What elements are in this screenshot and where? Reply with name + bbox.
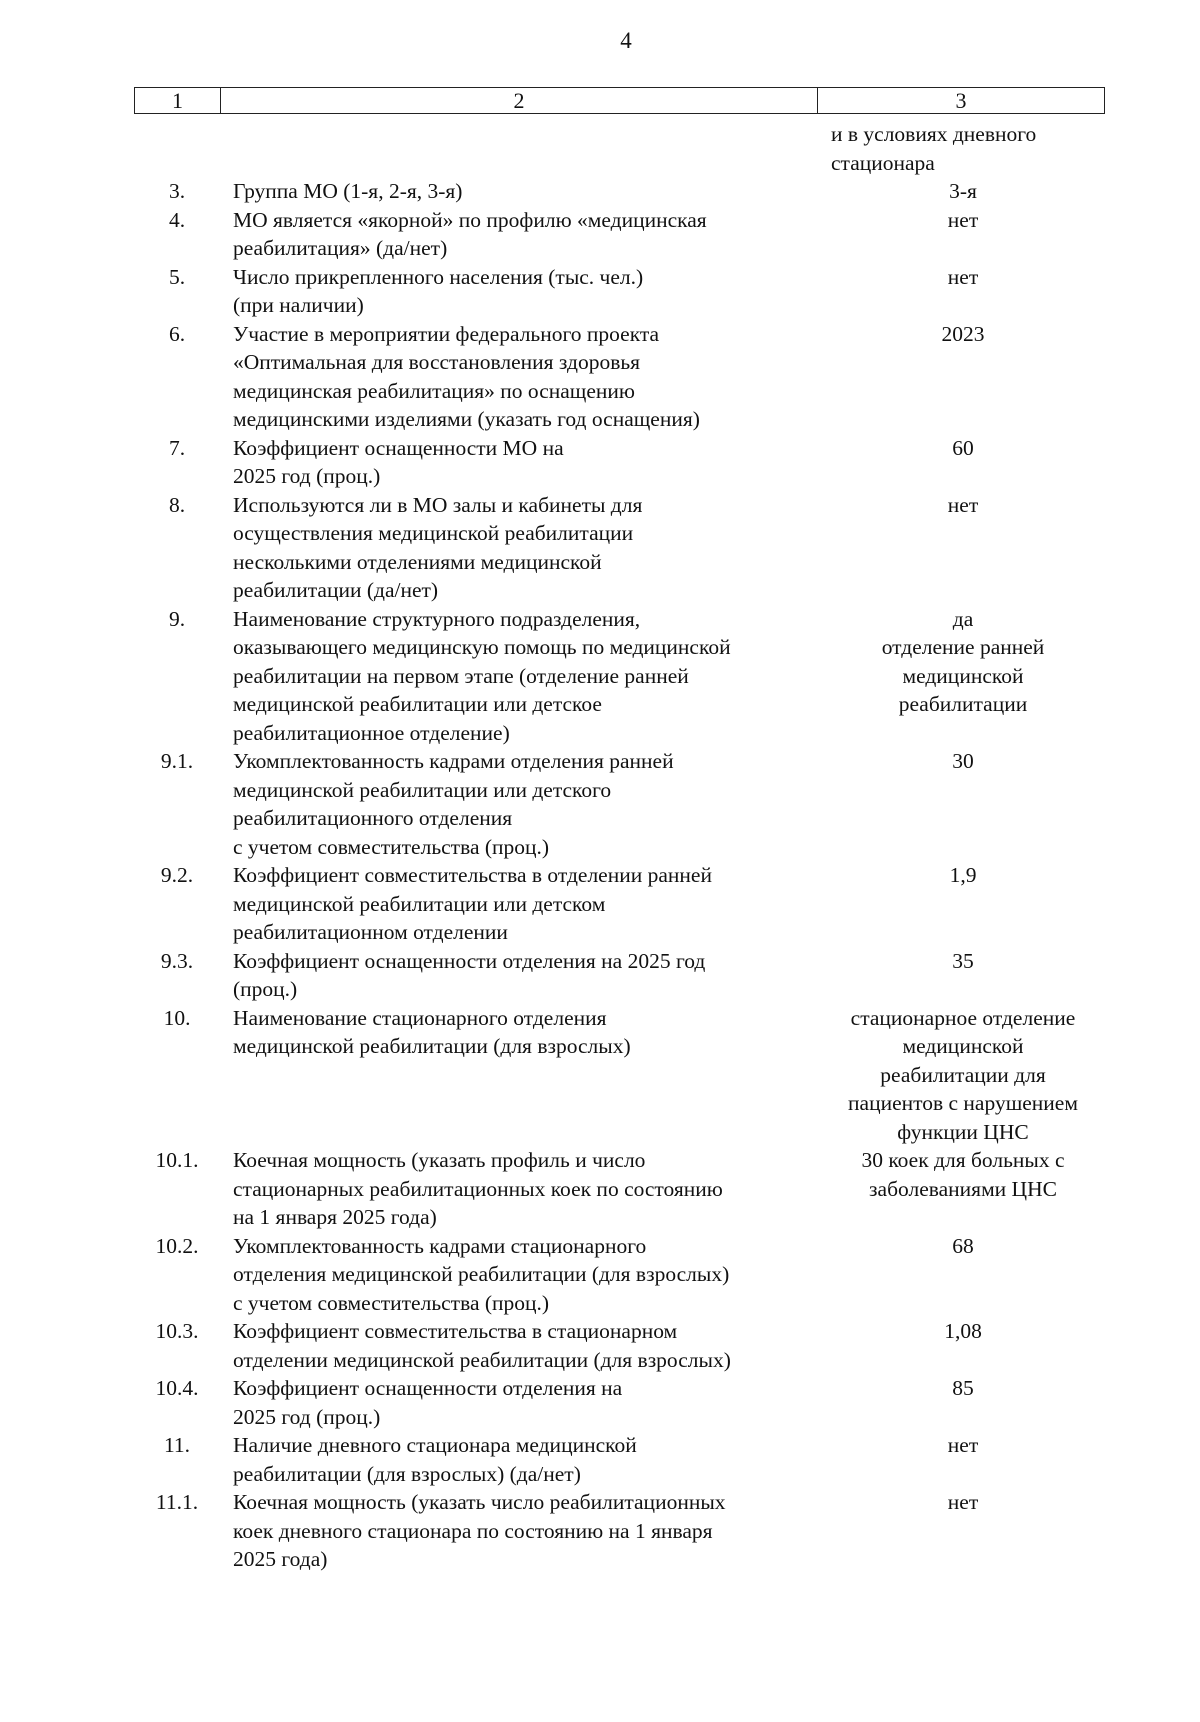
value-line: и в условиях дневного bbox=[831, 122, 1037, 146]
row-description bbox=[220, 861, 817, 947]
table-row bbox=[134, 1374, 1105, 1431]
row-value bbox=[817, 861, 1105, 947]
table-row bbox=[134, 1004, 1105, 1147]
row-number: 8. bbox=[168, 492, 186, 517]
value-line: нет bbox=[947, 264, 979, 289]
table-row bbox=[134, 206, 1105, 263]
column-header-2: 2 bbox=[221, 88, 818, 113]
value-line: 2023 bbox=[941, 321, 985, 346]
description-line: медицинской реабилитации или детское bbox=[233, 692, 602, 716]
row-number: 10.3. bbox=[155, 1319, 199, 1343]
description-line: Коэффициент совместительства в стационарном bbox=[233, 1319, 678, 1343]
description-line: Коэффициент оснащенности МО на bbox=[233, 435, 564, 460]
description-line: медицинскими изделиями (указать год оснащения) bbox=[233, 407, 700, 431]
column-header-1: 1 bbox=[135, 88, 221, 113]
row-number: 10.1. bbox=[155, 1148, 199, 1172]
row-number: 9.3. bbox=[160, 948, 194, 973]
table-row bbox=[134, 1232, 1105, 1318]
table-row bbox=[134, 1488, 1105, 1574]
value-line: заболеваниями ЦНС bbox=[869, 1176, 1057, 1201]
description-line: медицинской реабилитации или детского bbox=[233, 777, 612, 802]
row-value bbox=[817, 1146, 1105, 1232]
value-line: нет bbox=[947, 1433, 979, 1457]
row-value bbox=[817, 434, 1105, 491]
description-line: 2025 год (проц.) bbox=[233, 464, 381, 488]
value-line: 3-я bbox=[949, 179, 977, 203]
description-line: осуществления медицинской реабилитации bbox=[233, 521, 634, 545]
description-line: Группа МО (1-я, 2-я, 3-я) bbox=[233, 179, 463, 203]
row-description bbox=[220, 206, 817, 263]
row-value bbox=[817, 747, 1105, 861]
row-value bbox=[817, 263, 1105, 320]
value-line: 30 коек для больных с bbox=[861, 1148, 1065, 1172]
value-line: реабилитации для bbox=[880, 1062, 1046, 1087]
description-line: Укомплектованность кадрами стационарного bbox=[233, 1233, 647, 1258]
description-line: реабилитационном отделении bbox=[233, 920, 508, 944]
row-value bbox=[817, 491, 1105, 605]
row-value bbox=[817, 1004, 1105, 1147]
description-line: реабилитационного отделения bbox=[233, 806, 513, 830]
description-line: Число прикрепленного населения (тыс. чел.) bbox=[233, 264, 644, 289]
description-line: реабилитационное отделение) bbox=[233, 720, 510, 745]
value-line: 35 bbox=[952, 948, 974, 973]
description-line: Участие в мероприятии федерального проекта bbox=[233, 321, 660, 346]
description-line: реабилитации (для взрослых) (да/нет) bbox=[233, 1461, 581, 1486]
page-number: 4 bbox=[620, 28, 632, 53]
description-line: Коечная мощность (указать профиль и число bbox=[233, 1148, 646, 1172]
table-row bbox=[134, 747, 1105, 861]
table-row bbox=[134, 263, 1105, 320]
row-description bbox=[220, 1317, 817, 1374]
row-number: 9. bbox=[168, 606, 186, 631]
row-number bbox=[134, 120, 220, 177]
table-body bbox=[134, 120, 1105, 1574]
row-number: 11.1. bbox=[155, 1490, 199, 1514]
description-line: реабилитации на первом этапе (отделение ранней bbox=[233, 663, 689, 688]
row-value bbox=[817, 1317, 1105, 1374]
row-number: 10.2. bbox=[155, 1233, 199, 1258]
row-number: 5. bbox=[168, 264, 186, 289]
row-description bbox=[220, 747, 817, 861]
row-description bbox=[220, 434, 817, 491]
value-line: стационарное отделение bbox=[850, 1005, 1076, 1030]
value-line: 1,9 bbox=[949, 863, 977, 887]
description-line: 2025 года) bbox=[233, 1547, 328, 1571]
row-description bbox=[220, 320, 817, 434]
description-line: Наименование стационарного отделения bbox=[233, 1005, 607, 1030]
value-line: стационара bbox=[831, 150, 935, 175]
value-line: 1,08 bbox=[944, 1319, 982, 1343]
table-row bbox=[134, 320, 1105, 434]
row-description bbox=[220, 177, 817, 206]
row-description bbox=[220, 491, 817, 605]
value-line: нет bbox=[947, 207, 979, 232]
description-line: «Оптимальная для восстановления здоровья bbox=[233, 350, 641, 374]
value-line: нет bbox=[947, 1490, 979, 1514]
table-row bbox=[134, 1431, 1105, 1488]
row-value bbox=[817, 947, 1105, 1004]
value-line: 68 bbox=[952, 1233, 974, 1258]
description-line: 2025 год (проц.) bbox=[233, 1404, 381, 1429]
row-value bbox=[817, 1232, 1105, 1318]
row-value bbox=[817, 177, 1105, 206]
table-row bbox=[134, 1317, 1105, 1374]
description-line: коек дневного стационара по состоянию на 1 января bbox=[233, 1518, 713, 1543]
row-description bbox=[220, 1488, 817, 1574]
table-row bbox=[134, 605, 1105, 748]
row-number: 4. bbox=[168, 207, 186, 232]
description-line: реабилитации (да/нет) bbox=[233, 578, 439, 602]
row-description bbox=[220, 1232, 817, 1318]
row-description bbox=[220, 1004, 817, 1147]
row-value bbox=[817, 320, 1105, 434]
row-number: 3. bbox=[168, 179, 186, 203]
description-line: несколькими отделениями медицинской bbox=[233, 549, 602, 574]
value-line: медицинской bbox=[902, 663, 1024, 688]
row-value bbox=[817, 1374, 1105, 1431]
row-number: 7. bbox=[168, 435, 186, 460]
row-description bbox=[220, 1374, 817, 1431]
row-description bbox=[220, 120, 817, 177]
description-line: отделения медицинской реабилитации (для взрослых) bbox=[233, 1262, 730, 1286]
row-value bbox=[817, 120, 1105, 177]
value-line: да bbox=[952, 606, 974, 631]
description-line: Укомплектованность кадрами отделения ранней bbox=[233, 749, 674, 773]
row-description bbox=[220, 1146, 817, 1232]
row-value bbox=[817, 1431, 1105, 1488]
row-number: 10.4. bbox=[155, 1376, 199, 1400]
description-line: Используются ли в МО залы и кабинеты для bbox=[233, 492, 643, 517]
description-line: (при наличии) bbox=[233, 293, 364, 317]
continuation-row bbox=[134, 120, 1105, 177]
table-row bbox=[134, 491, 1105, 605]
description-line: медицинской реабилитации (для взрослых) bbox=[233, 1034, 631, 1058]
description-line: медицинская реабилитация» по оснащению bbox=[233, 378, 635, 403]
row-number: 9.1. bbox=[160, 749, 194, 773]
row-value bbox=[817, 1488, 1105, 1574]
description-line: Коэффициент оснащенности отделения на 2025 год bbox=[233, 948, 706, 973]
column-header-row bbox=[134, 87, 1105, 114]
description-line: отделении медицинской реабилитации (для взрослых) bbox=[233, 1347, 731, 1372]
value-line: реабилитации bbox=[898, 692, 1028, 716]
table-row bbox=[134, 1146, 1105, 1232]
value-line: пациентов с нарушением bbox=[848, 1091, 1078, 1115]
value-line: 60 bbox=[952, 435, 974, 460]
value-line: функции ЦНС bbox=[897, 1119, 1029, 1144]
table-row bbox=[134, 434, 1105, 491]
description-line: с учетом совместительства (проц.) bbox=[233, 834, 550, 859]
description-line: Наличие дневного стационара медицинской bbox=[233, 1433, 637, 1457]
description-line: Коечная мощность (указать число реабилитационных bbox=[233, 1490, 726, 1514]
table-row bbox=[134, 947, 1105, 1004]
description-line: (проц.) bbox=[233, 977, 298, 1001]
row-number: 11. bbox=[163, 1433, 191, 1457]
row-description bbox=[220, 605, 817, 748]
table-row bbox=[134, 861, 1105, 947]
description-line: Коэффициент оснащенности отделения на bbox=[233, 1376, 623, 1400]
description-line: оказывающего медицинскую помощь по медицинской bbox=[233, 635, 731, 659]
description-line: Наименование структурного подразделения, bbox=[233, 606, 641, 631]
value-line: 30 bbox=[952, 749, 974, 773]
row-description bbox=[220, 263, 817, 320]
description-line: Коэффициент совместительства в отделении ранней bbox=[233, 863, 712, 887]
row-number: 9.2. bbox=[160, 863, 194, 887]
row-value bbox=[817, 605, 1105, 748]
row-description bbox=[220, 947, 817, 1004]
row-description bbox=[220, 1431, 817, 1488]
description-line: на 1 января 2025 года) bbox=[233, 1205, 437, 1229]
description-line: МО является «якорной» по профилю «медицинская bbox=[233, 207, 707, 232]
description-line: с учетом совместительства (проц.) bbox=[233, 1290, 550, 1315]
description-line: медицинской реабилитации или детском bbox=[233, 891, 606, 916]
value-line: отделение ранней bbox=[881, 635, 1045, 659]
description-line: реабилитация» (да/нет) bbox=[233, 236, 448, 260]
value-line: 85 bbox=[952, 1376, 974, 1400]
table-row bbox=[134, 177, 1105, 206]
row-number: 6. bbox=[168, 321, 186, 346]
value-line: медицинской bbox=[902, 1034, 1024, 1058]
description-line: стационарных реабилитационных коек по состоянию bbox=[233, 1176, 723, 1201]
row-number: 10. bbox=[163, 1005, 191, 1030]
column-header-3: 3 bbox=[955, 87, 967, 113]
row-value bbox=[817, 206, 1105, 263]
value-line: нет bbox=[947, 492, 979, 517]
